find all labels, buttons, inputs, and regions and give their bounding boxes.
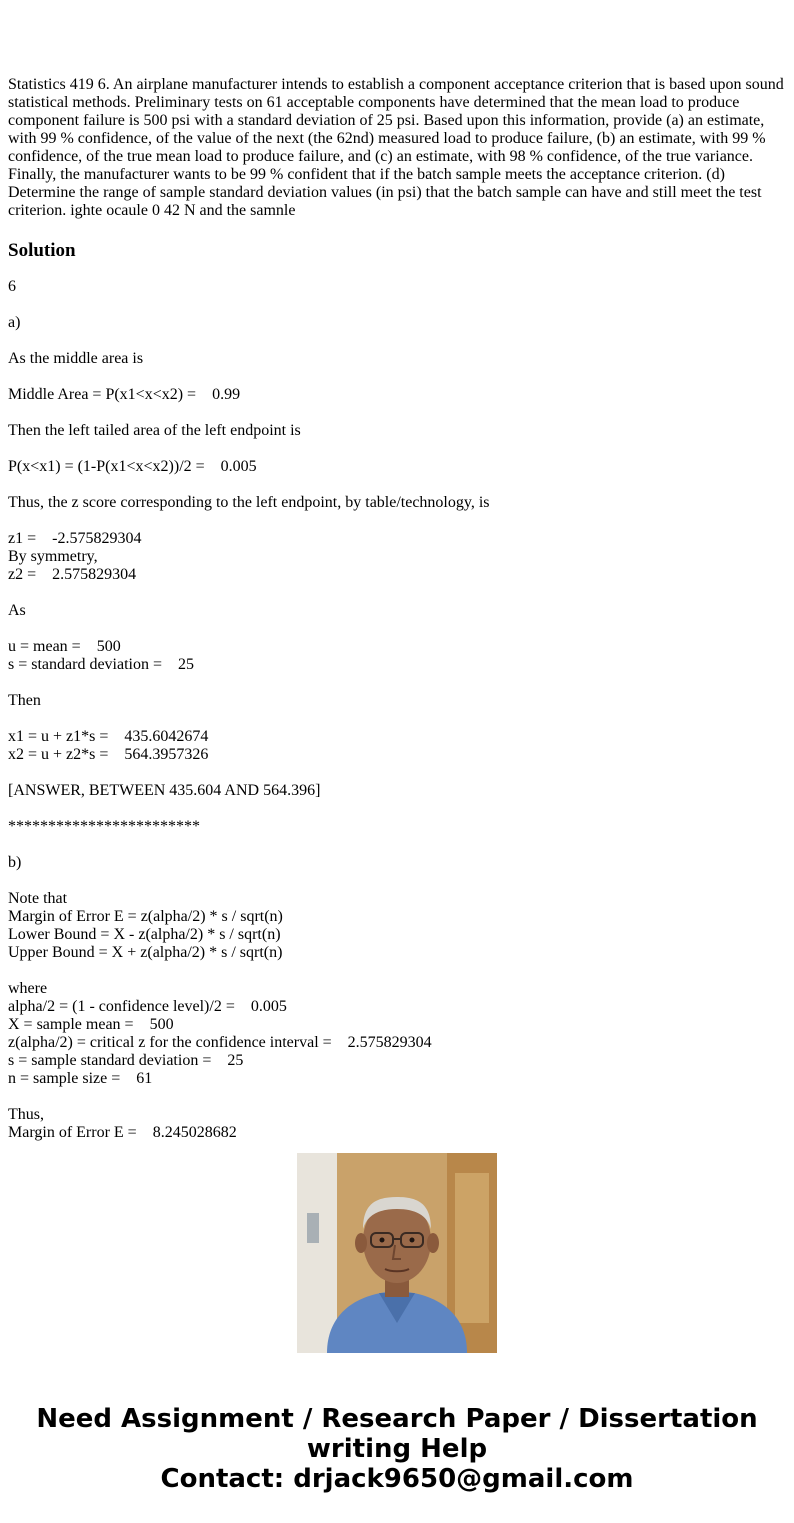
solution-block: Note that Margin of Error E = z(alpha/2) * s / sqrt(n) Lower Bound = X - z(alpha/2) * s / sqrt(n) Upper Bound = X + z(alpha/2) * s / sqrt(n) — [8, 890, 283, 961]
solution-block: where alpha/2 = (1 - confidence level)/2 = 0.005 X = sample mean = 500 z(alpha/2) = critical z for the confidence interval = 2.575829304 s = sample standard deviation = 25 n = sample size = 61 — [8, 980, 432, 1087]
solution-block: Thus, the z score corresponding to the left endpoint, by table/technology, is — [8, 494, 490, 511]
solution-block: u = mean = 500 s = standard deviation = 25 — [8, 638, 195, 673]
solution-block: P(x<x1) = (1-P(x1<x<x2))/2 = 0.005 — [8, 458, 257, 475]
promo-line-2: writing Help — [306, 1434, 488, 1464]
author-portrait-image — [297, 1153, 497, 1353]
solution-block: a) — [8, 314, 21, 331]
solution-block: b) — [8, 854, 22, 871]
solution-block: As — [8, 602, 26, 619]
promo-banner — [0, 1404, 794, 1494]
solution-block: z1 = -2.575829304 By symmetry, z2 = 2.575829304 — [8, 530, 142, 583]
solution-block: [ANSWER, BETWEEN 435.604 AND 564.396] — [8, 782, 321, 799]
solution-block: Then — [8, 692, 41, 709]
solution-block: Then the left tailed area of the left endpoint is — [8, 422, 301, 439]
promo-contact: Contact: drjack9650@gmail.com — [160, 1464, 634, 1494]
solution-block: Thus, Margin of Error E = 8.245028682 — [8, 1106, 237, 1141]
solution-block: ************************ — [8, 818, 200, 835]
solution-document — [8, 76, 786, 1141]
solution-block: As the middle area is — [8, 350, 144, 367]
promo-line-1: Need Assignment / Research Paper / Dissertation — [36, 1404, 758, 1434]
solution-heading: Solution — [8, 240, 76, 261]
solution-block: x1 = u + z1*s = 435.6042674 x2 = u + z2*s = 564.3957326 — [8, 728, 209, 763]
question-text: Statistics 419 6. An airplane manufacturer intends to establish a component acceptance criterion that is based upon sound statistical methods. Preliminary tests on 61 acceptable components have determined that the mean load to produce component failure is 500 psi with a standard deviation of 25 psi. Based upon this information, provide (a) an estimate, with 99 % confidence, of the value of the next (the 62nd) measured load to produce failure, (b) an estimate, with 99 % confidence, of the true mean load to produce failure, and (c) an estimate, with 98 % confidence, of the true variance. Finally, the manufacturer wants to be 99 % confident that if the batch sample meets the acceptance criterion. (d) Determine the range of sample standard deviation values (in psi) that the batch sample can have and still meet the test criterion. ighte ocaule 0 42 N and the samnle — [8, 76, 784, 219]
solution-block: Middle Area = P(x1<x<x2) = 0.99 — [8, 386, 241, 403]
author-avatar — [297, 1153, 497, 1353]
solution-block: 6 — [8, 278, 16, 295]
